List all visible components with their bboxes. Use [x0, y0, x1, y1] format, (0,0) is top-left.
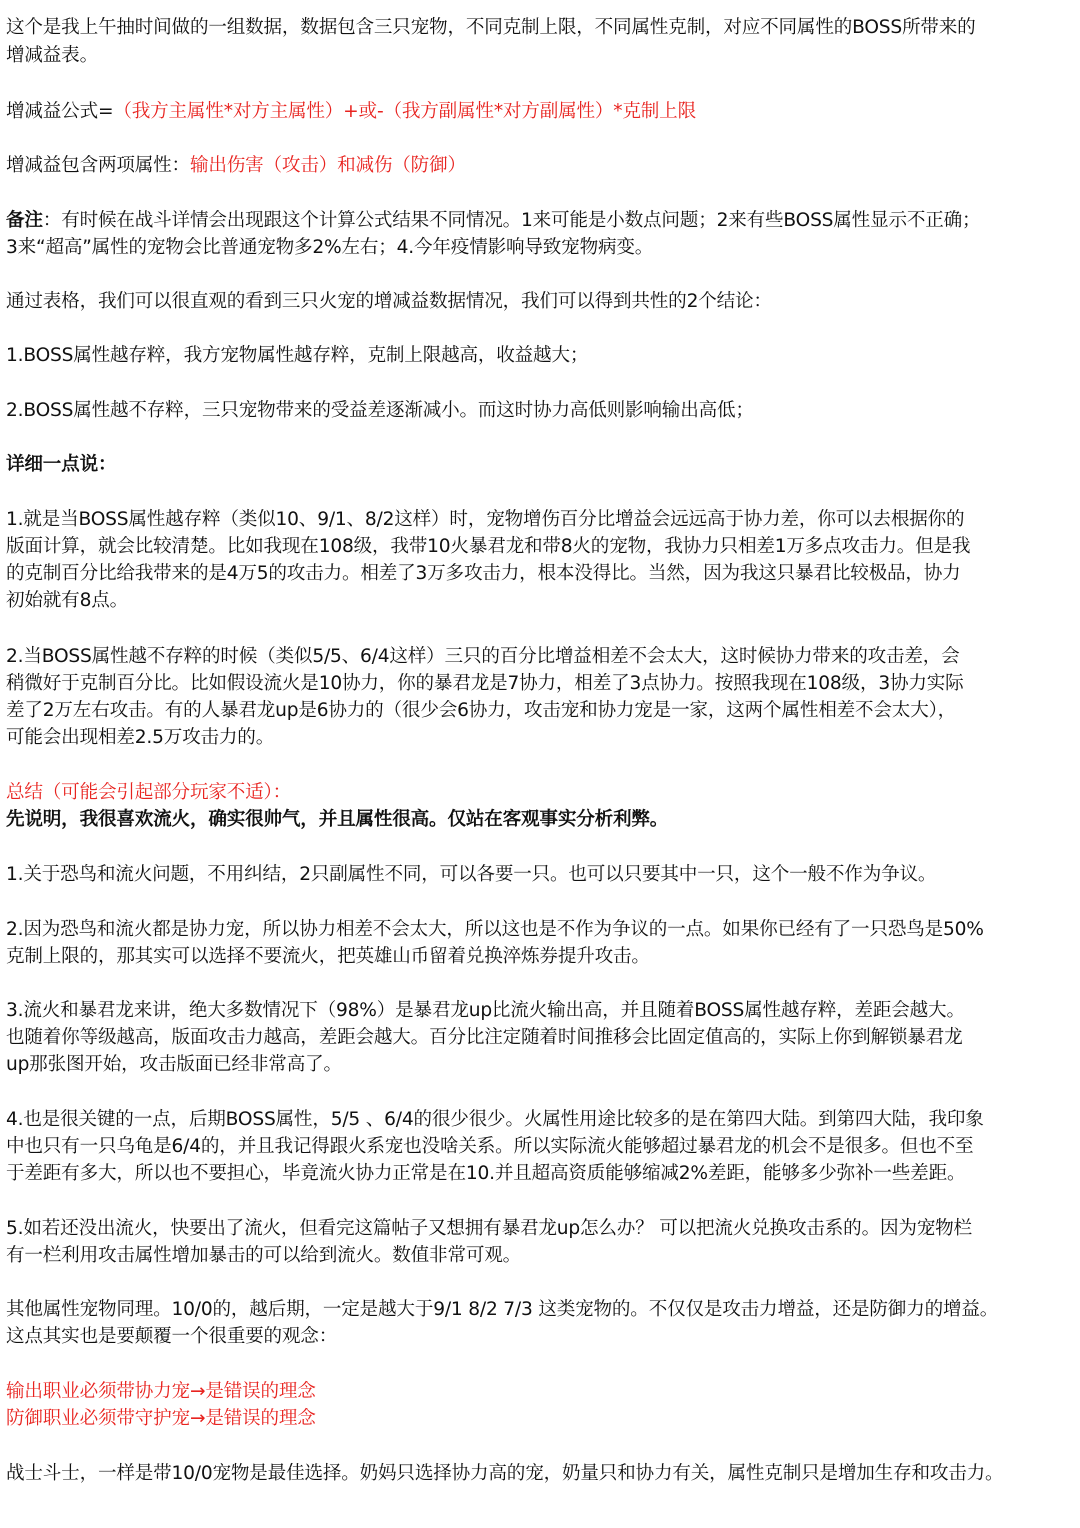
other-line-2: 这点其实也是要颠覆一个很重要的观念： [6, 1326, 338, 1347]
detail2-line-2: 稍微好于克制百分比。比如假设流火是10协力，你的暴君龙是7协力，相差了3点协力。按照我现在108级，3协力实际 [6, 673, 964, 694]
note-line-1 [6, 207, 1076, 234]
detail2-line-4: 可能会出现相差2.5万攻击力的。 [6, 727, 275, 748]
point3-line-1: 3.流火和暴君龙来讲，绝大多数情况下（98%）是暴君龙up比流火输出高，并且随着BOSS属性越存粹，差距会越大。 [6, 1000, 965, 1021]
formula-label: 增减益公式= [6, 101, 114, 122]
attributes-label: 增减益包含两项属性： [6, 155, 190, 176]
final-heading: 总结（可能会引起部分玩家不适）： [6, 782, 292, 803]
detail1-line-1: 1.就是当BOSS属性越存粹（类似10、9/1、8/2这样）时，宠物增伤百分比增益会远远高于协力差，你可以去根据你的 [6, 509, 965, 530]
point4-line-1: 4.也是很关键的一点，后期BOSS属性，5/5 、6/4的很少很少。火属性用途比较多的是在第四大陆。到第四大陆，我印象 [6, 1109, 984, 1130]
note-label: 备注 [6, 210, 43, 231]
note-text-1: ：有时候在战斗详情会出现跟这个计算公式结果不同情况。1来可能是小数点问题；2来有些BOSS属性显示不正确； [42, 210, 981, 231]
attributes-value: 输出伤害（攻击）和减伤（防御） [189, 155, 466, 176]
other-line-1: 其他属性宠物同理。10/0的，越后期，一定是越大于9/1 8/2 7/3 这类宠物的。不仅仅是攻击力增益，还是防御力的增益。 [6, 1299, 999, 1320]
formula-line [6, 98, 1076, 125]
detail2-line-3: 差了2万左右攻击。有的人暴君龙up是6协力的（很少会6协力，攻击宠和协力宠是一家，这两个属性相差不会太大）， [6, 700, 957, 721]
intro-line-2: 增减益表。 [6, 45, 98, 66]
attributes-line [6, 152, 1076, 179]
point2-line-1: 2.因为恐鸟和流火都是协力宠，所以协力相差不会太大，所以这也是不作为争议的一点。如果你已经有了一只恐鸟是50% [6, 919, 984, 940]
myth-2: 防御职业必须带守护宠→是错误的理念 [6, 1408, 316, 1429]
point2-line-2: 克制上限的，那其实可以选择不要流火，把英雄山币留着兑换淬炼券提升攻击。 [6, 946, 650, 967]
summary-intro: 通过表格，我们可以很直观的看到三只火宠的增减益数据情况，我们可以得到共性的2个结论： [6, 291, 772, 312]
point4-line-3: 于差距有多大，所以也不要担心，毕竟流火协力正常是在10.并且超高资质能够缩减2%差距，能够多少弥补一些差距。 [6, 1163, 966, 1184]
formula-value: （我方主属性*对方主属性）+或-（我方副属性*对方副属性）*克制上限 [113, 101, 696, 122]
detail1-line-4: 初始就有8点。 [6, 590, 128, 611]
closing-line: 战士斗士，一样是带10/0宠物是最佳选择。奶妈只选择协力高的宠，奶量只和协力有关，属性克制只是增加生存和攻击力。 [6, 1463, 1004, 1484]
myth-1: 输出职业必须带协力宠→是错误的理念 [6, 1381, 316, 1402]
point5-line-1: 5.如若还没出流火，快要出了流火，但看完这篇帖子又想拥有暴君龙up怎么办？ 可以把流火兑换攻击系的。因为宠物栏 [6, 1218, 972, 1239]
conclusion-1: 1.BOSS属性越存粹，我方宠物属性越存粹，克制上限越高，收益越大； [6, 345, 589, 366]
point-1: 1.关于恐鸟和流火问题，不用纠结，2只副属性不同，可以各要一只。也可以只要其中一只，这个一般不作为争议。 [6, 864, 937, 885]
detail1-line-2: 版面计算，就会比较清楚。比如我现在108级，我带10火暴君龙和带8火的宠物，我协力只相差1万多点攻击力。但是我 [6, 536, 971, 557]
detail-heading: 详细一点说： [6, 454, 117, 475]
detail2-line-1: 2.当BOSS属性越不存粹的时候（类似5/5、6/4这样）三只的百分比增益相差不会太大，这时候协力带来的攻击差，会 [6, 646, 960, 667]
final-statement: 先说明，我很喜欢流火，确实很帅气，并且属性很高。仅站在客观事实分析利弊。 [6, 809, 669, 830]
conclusion-2: 2.BOSS属性越不存粹，三只宠物带来的受益差逐渐减小。而这时协力高低则影响输出高低； [6, 400, 754, 421]
point4-line-2: 中也只有一只乌龟是6/4的，并且我记得跟火系宠也没啥关系。所以实际流火能够超过暴君龙的机会不是很多。但也不至 [6, 1136, 974, 1157]
detail1-line-3: 的克制百分比给我带来的是4万5的攻击力。相差了3万多攻击力，根本没得比。当然，因为我这只暴君比较极品，协力 [6, 563, 961, 584]
note-line-2: 3来“超高”属性的宠物会比普通宠物多2%左右；4.今年疫情影响导致宠物病变。 [6, 237, 654, 258]
intro-line-1: 这个是我上午抽时间做的一组数据，数据包含三只宠物，不同克制上限，不同属性克制，对应不同属性的BOSS所带来的 [6, 17, 976, 38]
point3-line-3: up那张图开始，攻击版面已经非常高了。 [6, 1054, 342, 1075]
point3-line-2: 也随着你等级越高，版面攻击力越高，差距会越大。百分比注定随着时间推移会比固定值高的，实际上你到解锁暴君龙 [6, 1027, 963, 1048]
point5-line-2: 有一栏利用攻击属性增加暴击的可以给到流火。数值非常可观。 [6, 1245, 522, 1266]
